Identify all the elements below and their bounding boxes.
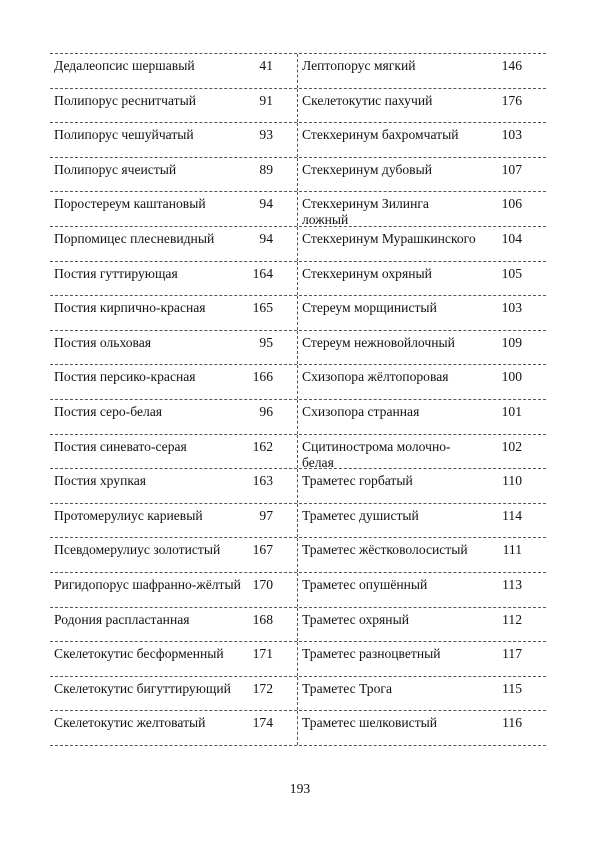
left-cell (50, 642, 298, 676)
species-name: Траметес жёстковолосистый (302, 542, 468, 558)
page-ref: 171 (252, 646, 273, 662)
page-ref: 100 (501, 369, 522, 385)
page-ref: 166 (252, 369, 273, 385)
left-cell (50, 365, 298, 399)
species-name: Постия серо-белая (54, 403, 163, 419)
table-row (50, 54, 546, 89)
left-cell (50, 89, 298, 123)
page-ref: 89 (259, 161, 273, 177)
right-cell (298, 365, 546, 399)
page-ref: 110 (502, 473, 522, 489)
right-cell (298, 677, 546, 711)
page-ref: 93 (259, 127, 273, 143)
page-ref: 94 (259, 196, 273, 212)
right-cell (298, 469, 546, 503)
species-name: Постия хрупкая (54, 473, 147, 489)
right-cell (298, 227, 546, 261)
left-cell (50, 123, 298, 157)
left-cell (50, 262, 298, 296)
table-row (50, 365, 546, 400)
table-row (50, 331, 546, 366)
right-cell (298, 123, 546, 157)
species-name: Постия персико-красная (54, 369, 196, 385)
right-cell (298, 331, 546, 365)
table-row (50, 192, 546, 227)
species-name: Стекхеринум бахромчатый (302, 127, 459, 143)
page-ref: 168 (252, 611, 273, 627)
species-name: Постия ольховая (54, 334, 152, 350)
table-row (50, 538, 546, 573)
left-cell (50, 400, 298, 434)
species-name: Родония распластанная (54, 611, 190, 627)
species-name: Полипорус реснитчатый (54, 92, 196, 108)
page-ref: 176 (501, 92, 522, 108)
table-row (50, 677, 546, 712)
page-ref: 96 (259, 403, 273, 419)
species-name: Сцитинострома молочно-белая (302, 438, 451, 470)
table-row (50, 469, 546, 504)
table-row (50, 400, 546, 435)
page-ref: 165 (252, 300, 273, 316)
page-ref: 167 (252, 542, 273, 558)
species-name: Схизопора странная (302, 403, 420, 419)
right-cell (298, 262, 546, 296)
right-cell (298, 54, 546, 88)
table-row (50, 642, 546, 677)
left-cell (50, 192, 298, 226)
table-row (50, 711, 546, 746)
left-cell (50, 158, 298, 192)
page-ref: 174 (252, 715, 273, 731)
species-name: Псевдомерулиус золотистый (54, 542, 221, 558)
left-cell (50, 677, 298, 711)
page-ref: 162 (252, 438, 273, 454)
table-row (50, 227, 546, 262)
right-cell (298, 642, 546, 676)
species-name: Стекхеринум Мурашкинского (302, 230, 476, 246)
left-cell (50, 538, 298, 572)
table-row (50, 296, 546, 331)
page-number: 193 (289, 781, 311, 796)
left-cell (50, 608, 298, 642)
species-name: Порпомицес плесневидный (54, 230, 215, 246)
page-ref: 91 (259, 92, 273, 108)
page-ref: 170 (252, 576, 273, 592)
left-cell (50, 435, 298, 469)
species-name: Протомерулиус кариевый (54, 507, 203, 523)
species-name: Стереум морщинистый (302, 300, 437, 316)
left-cell (50, 711, 298, 745)
right-cell (298, 608, 546, 642)
left-cell (50, 331, 298, 365)
page-ref: 103 (501, 127, 522, 143)
page-ref: 103 (501, 300, 522, 316)
species-name: Стекхеринум охряный (302, 265, 432, 281)
right-cell (298, 192, 546, 226)
page-ref: 107 (501, 161, 522, 177)
species-name: Траметес шелковистый (302, 715, 438, 731)
species-name: Стекхеринум Зилинга ложный (302, 196, 429, 228)
right-cell (298, 400, 546, 434)
page-ref: 109 (501, 334, 522, 350)
left-cell (50, 573, 298, 607)
page-ref: 102 (501, 438, 522, 454)
page-ref: 97 (259, 507, 273, 523)
right-cell (298, 573, 546, 607)
species-name: Полипорус ячеистый (54, 161, 177, 177)
page-ref: 172 (252, 680, 273, 696)
species-name: Траметес Трога (302, 680, 392, 696)
page-ref: 114 (502, 507, 522, 523)
table-row (50, 573, 546, 608)
species-name: Траметес охряный (302, 611, 409, 627)
page-ref: 117 (502, 646, 522, 662)
species-name: Скелетокутис бигуттирующий (54, 680, 231, 696)
species-name: Траметес опушённый (302, 576, 428, 592)
species-name: Траметес разноцветный (302, 646, 441, 662)
right-cell (298, 158, 546, 192)
page-ref: 112 (502, 611, 522, 627)
left-cell (50, 296, 298, 330)
page-ref: 146 (501, 58, 522, 73)
table-row (50, 158, 546, 193)
species-name: Постия гуттирующая (54, 265, 178, 281)
left-cell (50, 54, 298, 88)
page-ref: 101 (501, 403, 522, 419)
page-ref: 116 (502, 715, 522, 731)
left-cell (50, 504, 298, 538)
left-cell (50, 469, 298, 503)
right-cell (298, 711, 546, 745)
right-cell (298, 435, 546, 469)
left-cell (50, 227, 298, 261)
species-name: Стереум нежновойлочный (302, 334, 455, 350)
table-row (50, 89, 546, 124)
table-row (50, 608, 546, 643)
species-name: Стекхеринум дубовый (302, 161, 432, 177)
page-ref: 115 (502, 680, 522, 696)
species-name: Постия кирпично-красная (54, 300, 206, 316)
species-name: Лептопорус мягкий (302, 58, 416, 73)
page-ref: 104 (501, 230, 522, 246)
right-cell (298, 296, 546, 330)
page-ref: 94 (259, 230, 273, 246)
table-row (50, 504, 546, 539)
species-name: Полипорус чешуйчатый (54, 127, 194, 143)
species-name: Поростереум каштановый (54, 196, 206, 212)
species-name: Скелетокутис пахучий (302, 92, 433, 108)
page-ref: 113 (502, 576, 522, 592)
species-name: Схизопора жёлтопоровая (302, 369, 449, 385)
species-name: Скелетокутис желтоватый (54, 715, 206, 731)
page-ref: 111 (502, 542, 522, 558)
species-name: Дедалеопсис шершавый (54, 58, 195, 73)
species-name: Скелетокутис бесформенный (54, 646, 224, 662)
species-name: Постия синевато-серая (54, 438, 187, 454)
page-ref: 105 (501, 265, 522, 281)
species-name: Траметес душистый (302, 507, 419, 523)
table-row (50, 262, 546, 297)
table-row (50, 435, 546, 470)
right-cell (298, 538, 546, 572)
page-ref: 41 (259, 58, 273, 73)
species-name: Траметес горбатый (302, 473, 413, 489)
page-ref: 95 (259, 334, 273, 350)
right-cell (298, 504, 546, 538)
page-ref: 106 (501, 196, 522, 212)
species-name: Ригидопорус шафранно-жёлтый (54, 576, 241, 592)
page-ref: 164 (252, 265, 273, 281)
page-ref: 163 (252, 473, 273, 489)
table-row (50, 123, 546, 158)
right-cell (298, 89, 546, 123)
species-index-table (50, 53, 546, 746)
